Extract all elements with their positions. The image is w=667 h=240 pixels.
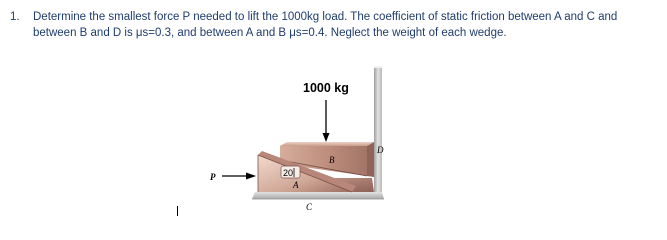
force-label: P — [210, 172, 216, 182]
problem-number: 1. — [10, 11, 20, 23]
angle-label: 20 — [283, 168, 294, 178]
problem-text: Determine the smallest force P needed to lift the 1000kg load. The coefficient of static friction between A and C and between B and D is μs=0.3, and between A and B μs=0.4. Neglect the weight of each wedge. — [33, 11, 618, 39]
floor-c-label: C — [306, 202, 313, 212]
block-b-label: B — [329, 155, 335, 165]
wall-d-label: D — [377, 145, 384, 155]
load-label: 1000 kg — [303, 81, 349, 95]
load-arrow — [323, 100, 330, 142]
wedge-a-label: A — [293, 180, 299, 190]
ground-c — [252, 192, 384, 199]
force-p-arrow — [222, 173, 256, 180]
text-cursor — [177, 206, 178, 216]
wall-d — [374, 66, 382, 197]
